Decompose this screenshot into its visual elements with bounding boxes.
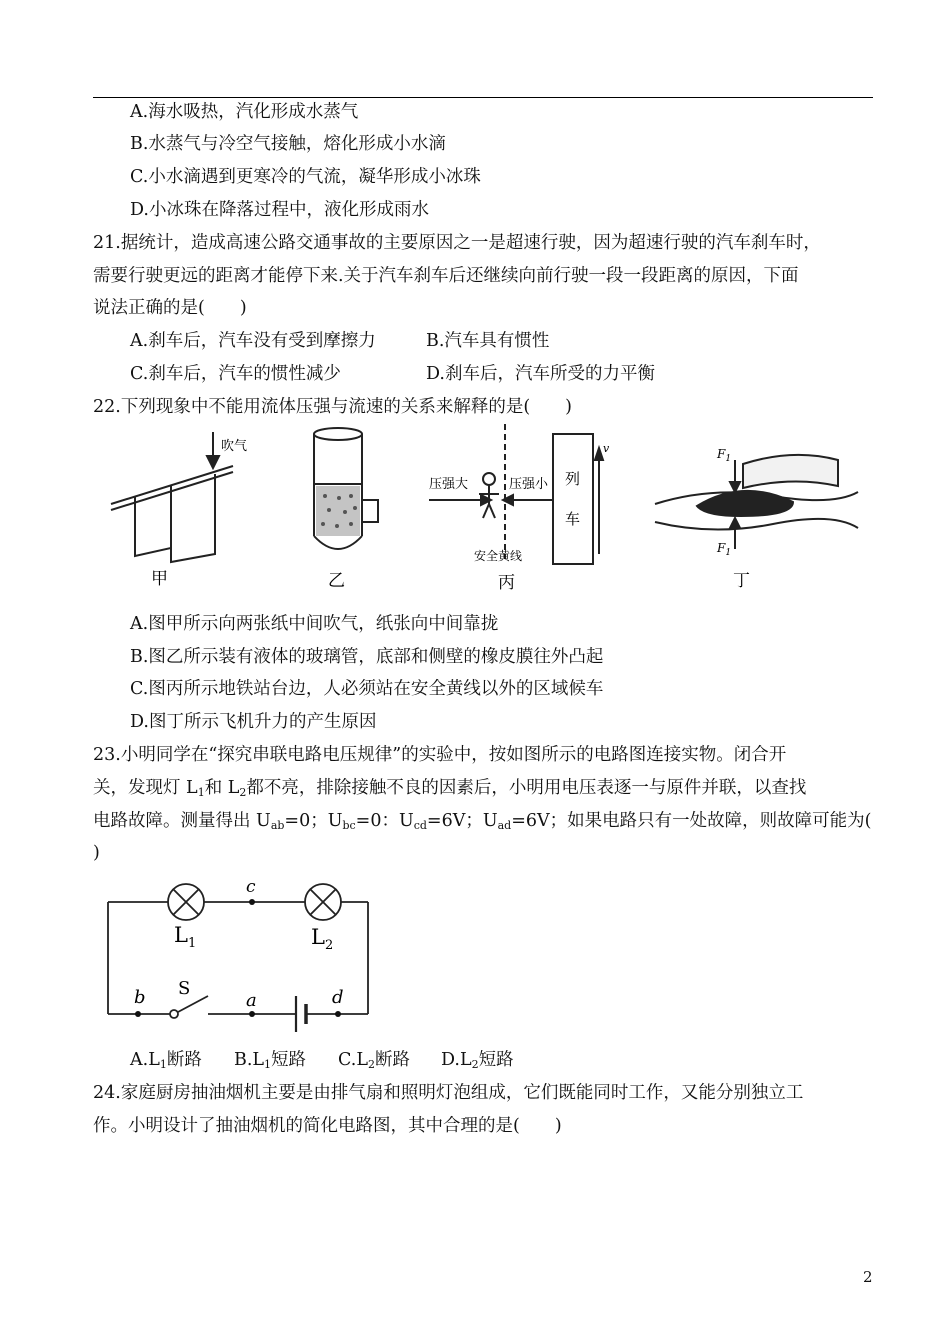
bing-left-text: 压强大 <box>429 477 469 492</box>
q23-stem-line-3: 电路故障。测量得出 $U_{ab}=0$；$U_{bc}=0$：$U_{cd}=6V$；$U_{ad}=6V$；如果电路只有一处故障，则故障可能为( <box>93 811 872 832</box>
q24-stem-line-1: 24.家庭厨房抽油烟机主要是由排气扇和照明灯泡组成，它们既能同时工作，又能分别独立工 <box>93 1083 804 1103</box>
figure-ding <box>655 455 858 549</box>
page-number: 2 <box>863 1268 873 1286</box>
q20-option-c: C.小水滴遇到更寒冷的气流，凝华形成小冰珠 <box>130 167 481 187</box>
lamp-l1-label: $L_1$ <box>174 923 197 951</box>
node-d-label: d <box>332 987 344 1008</box>
jia-blow-text: 吹气 <box>221 439 248 454</box>
q21-option-b: B.汽车具有惯性 <box>426 331 550 351</box>
q20-option-b: B.水蒸气与冷空气接触，熔化形成小水滴 <box>130 134 446 154</box>
q21-stem-line-1: 21.据统计，造成高速公路交通事故的主要原因之一是超速行驶，因为超速行驶的汽车刹车时， <box>93 233 821 253</box>
figure-jia <box>111 432 233 562</box>
node-a-label: a <box>246 990 257 1011</box>
ding-f-top: $F_1$ <box>717 447 732 464</box>
bing-velocity-label: v <box>603 442 610 455</box>
figure-bing <box>429 424 603 564</box>
q20-option-a: A.海水吸热，汽化形成水蒸气 <box>130 102 359 122</box>
q21-stem-line-2: 需要行驶更远的距离才能停下来.关于汽车刹车后还继续向前行驶一段一段距离的原因，下面 <box>93 266 799 286</box>
bing-train-char-2: 车 <box>565 510 581 528</box>
q22-option-a: A.图甲所示向两张纸中间吹气，纸张向中间靠拢 <box>130 614 499 634</box>
bing-bottom-text: 安全黄线 <box>474 549 523 563</box>
q23-stem-line-4: ) <box>93 843 100 863</box>
q22-option-c: C.图丙所示地铁站台边，人必须站在安全黄线以外的区域候车 <box>130 679 604 699</box>
switch-s-label: S <box>178 978 191 999</box>
q23-option-a: $A.L_1$断路 <box>130 1050 202 1071</box>
q23-circuit-diagram <box>100 872 375 1042</box>
q23-option-b: $B.L_1$短路 <box>234 1050 307 1071</box>
q22-option-b: B.图乙所示装有液体的玻璃管，底部和侧壁的橡皮膜往外凸起 <box>130 647 604 667</box>
q23-option-d: $D.L_2$短路 <box>441 1050 514 1071</box>
jia-label: 甲 <box>151 569 168 589</box>
q23-stem-line-2: 关，发现灯 $L_1$和 $L_2$都不亮，排除接触不良的因素后，小明用电压表逐一与原件并联，以查找 <box>93 778 807 799</box>
bing-label: 丙 <box>498 573 515 593</box>
q22-stem: 22.下列现象中不能用流体压强与流速的关系来解释的是( ) <box>93 397 572 417</box>
q21-option-c: C.刹车后，汽车的惯性减少 <box>130 364 341 384</box>
yi-label: 乙 <box>328 571 345 591</box>
lamp-l2-label: $L_2$ <box>311 925 334 953</box>
q23-option-c: $C.L_2$断路 <box>338 1050 410 1071</box>
q20-option-d: D.小冰珠在降落过程中，液化形成雨水 <box>130 200 429 220</box>
q21-option-d: D.刹车后，汽车所受的力平衡 <box>426 364 655 384</box>
ding-label: 丁 <box>733 571 750 591</box>
ding-f-bottom: $F_1$ <box>717 541 732 558</box>
yi-liquid <box>316 486 360 536</box>
q24-stem-line-2: 作。小明设计了抽油烟机的简化电路图，其中合理的是( ) <box>93 1116 562 1136</box>
q22-figures <box>93 424 873 596</box>
header-rule <box>93 97 873 98</box>
q21-stem-line-3: 说法正确的是( ) <box>93 298 247 318</box>
bing-right-text: 压强小 <box>509 477 549 492</box>
node-c-label: c <box>246 877 256 897</box>
q21-option-a: A.刹车后，汽车没有受到摩擦力 <box>130 331 376 351</box>
node-b-label: b <box>134 987 146 1008</box>
q22-option-d: D.图丁所示飞机升力的产生原因 <box>130 712 377 732</box>
q23-stem-line-1: 23.小明同学在“探究串联电路电压规律”的实验中，按如图所示的电路图连接实物。闭合开 <box>93 745 787 765</box>
bing-train-char-1: 列 <box>565 470 581 488</box>
